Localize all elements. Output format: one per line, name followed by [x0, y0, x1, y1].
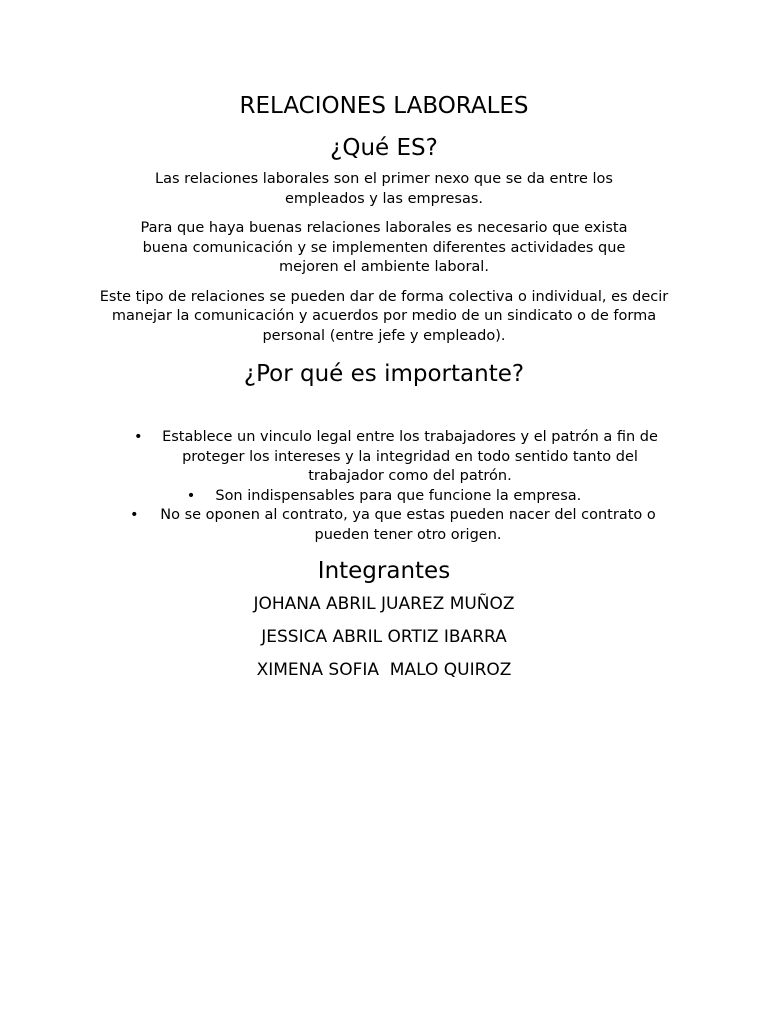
- document-title: RELACIONES LABORALES: [239, 93, 529, 119]
- list-item: [104, 487, 664, 507]
- list-item-text: No se oponen al contrato, ya que estas pueden nacer del contrato o pueden tener otro origen.: [160, 507, 656, 543]
- list-item: [104, 506, 664, 545]
- list-item-text: Son indispensables para que funcione la empresa.: [215, 487, 582, 504]
- section-heading-que-es: ¿Qué ES?: [330, 135, 438, 161]
- paragraph: Este tipo de relaciones se pueden dar de forma colectiva o individual, es decir manejar la comunicación y acuerdos por medio de un sindicato o de forma personal (entre jefe y empleado).: [99, 288, 669, 344]
- paragraph: Las relaciones laborales son el primer nexo que se da entre los empleados y las empresas.: [155, 171, 613, 207]
- bullet-icon: •: [134, 429, 143, 445]
- document-body: [99, 88, 669, 692]
- list-item-text: Establece un vinculo legal entre los trabajadores y el patrón a fin de proteger los intereses y la integridad en todo sentido tanto del trabajador como del patrón.: [162, 429, 658, 484]
- list-item: [104, 428, 664, 487]
- paragraph: Para que haya buenas relaciones laborales es necesario que exista buena comunicación y se implementen diferentes actividades que mejoren el ambiente laboral.: [140, 220, 628, 275]
- section-heading-por-que: ¿Por qué es importante?: [243, 361, 525, 387]
- members-list: [104, 593, 664, 681]
- member-name: JESSICA ABRIL ORTIZ IBARRA: [261, 627, 507, 647]
- bullet-icon: •: [130, 507, 139, 523]
- member-name: XIMENA SOFIA MALO QUIROZ: [256, 660, 512, 680]
- spacer: [104, 396, 664, 432]
- section-heading-integrantes: Integrantes: [317, 558, 451, 584]
- bullet-icon: •: [186, 487, 196, 504]
- bullet-list: [104, 428, 664, 545]
- member-name: JOHANA ABRIL JUAREZ MUÑOZ: [253, 594, 515, 614]
